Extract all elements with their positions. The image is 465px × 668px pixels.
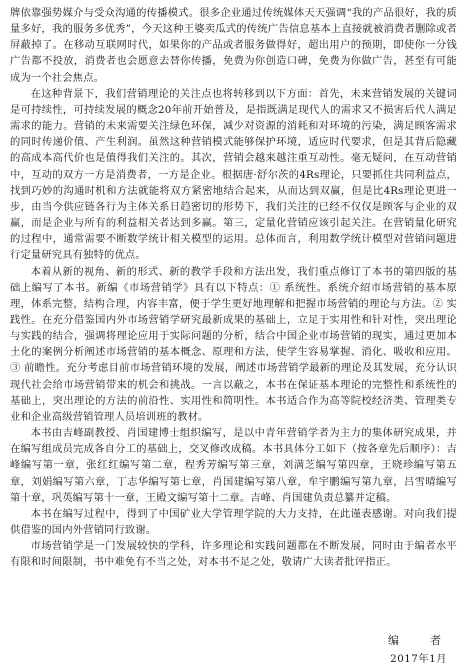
paragraph-4: 本书由吉峰副教授、肖国建博士组织编写，是以中青年营销学者为主力的集体研究成果，并在编写组成员完成各自分工的基础上，交叉修改成稿。本书具体分工如下（按各章先后顺序）：吉峰编写第一章，张红红编写第二章，程秀芳编写第三章，刘满芝编写第四章，王晓珍编写第五章，刘娟编写第六章，丁志华编写第七章，肖国建编写第八章，牟宇鹏编写第九章，吕雪晴编写第十章，巩英编写第十一章，王殿文编写第十二章。吉峰、肖国建负责总纂并定稿。 <box>10 427 457 504</box>
preface-page <box>10 5 457 570</box>
paragraph-1: 牌依靠强势媒介与受众沟通的传播模式。很多企业通过传统媒体天天强调“我的产品很好，我的质量多好，我的服务多优秀”，今天这种王婆卖瓜式的传统广告信息基本上直接就被消费者删除或者屏蔽掉了。在移动互联网时代，如果你的产品或者服务做得好，超出用户的预期，即使你一分钱广告都不投放，消费者也会愿意去替你传播，免费为你创造口碑，免费为你做广告，甚至有可能成为一个社会焦点。 <box>10 7 457 84</box>
paragraph-2: 在这种背景下，我们营销理论的关注点也将转移到以下方面：首先，未来营销发展的关键词是可持续性，可持续发展的概念20年前开始普及，是指既满足现代人的需求又不损害后代人满足需求的能力。营销的未来需要关注绿色环保，减少对资源的消耗和对环境的污染，满足顾客需求的同时传递价值、产生利润。虽然这种营销模式能够保护环境，适应时代要求，但是其背后隐藏的高成本高代价也是值得我们关注的。其次，营销会越来越注重互动性。毫无疑问，在互动营销中，互动的双方一方是消费者，一方是企业。根据唐·舒尔茨的4Rs理论，只要抓住共同利益点，找到巧妙的沟通时机和方法就能将双方紧密地结合起来，从而达到双赢，但是比4Rs理论更进一步，由当今供应链各行为主体关系日趋密切的形势下，我们关注的已经不仅仅是顾客与企业的双赢，而是企业与所有的利益相关者达到多赢。第三，定量化营销应该引起关注。在营销量化研究的过程中，通常需要不断数学统计相关模型的运用。总体而言，利用数学统计模型对营销问题进行定量研究具有独特的优点。 <box>10 87 457 262</box>
document-date: 2017年1月 <box>390 653 447 665</box>
paragraph-6: 市场营销学是一门发展较快的学科，许多理论和实践问题都在不断发展，同时由于编者水平有限和时间限制，书中难免有不当之处，对本书不足之处，敬请广大读者批评指正。 <box>10 540 457 569</box>
paragraph-5: 本书在编写过程中，得到了中国矿业大学管理学院的大力支持，在此谨表感谢。对向我们提供借鉴的国内外营销同行致谢。 <box>10 507 457 536</box>
author-signature: 编 者 <box>388 634 451 647</box>
paragraph-3: 本着从新的视角、新的形式、新的教学手段和方法出发，我们重点修订了本书的第四版的基础上编写了本书。新编《市场营销学》具有以下特点：① 系统性。系统介绍市场营销的基本原理，体系完整，结构合理，内容丰富，便于学生更好地理解和把握市场营销的理论与方法。② 实践性。在充分借鉴国内外市场营销学研究最新成果的基础上，立足于实用性和针对性，突出理论与实践的结合，强调将理论应用于实际问题的分析，结合中国企业市场营销的现实，通过更加本土化的案例分析阐述市场营销的基本概念、原理和方法，使学生容易掌握、消化、吸收和应用。③ 前瞻性。充分考虑目前市场营销环境的发展，阐述市场营销学最新的理论及其发展，充分认识现代社会给市场营销带来的机会和挑战。一言以蔽之，本书在保证基本理论的完整性和系统性的基础上，突出理论的方法的前沿性、实用性和简明性。本书适合作为高等院校经济类、管理类专业和企业高级营销管理人员培训班的教材。 <box>10 265 457 423</box>
